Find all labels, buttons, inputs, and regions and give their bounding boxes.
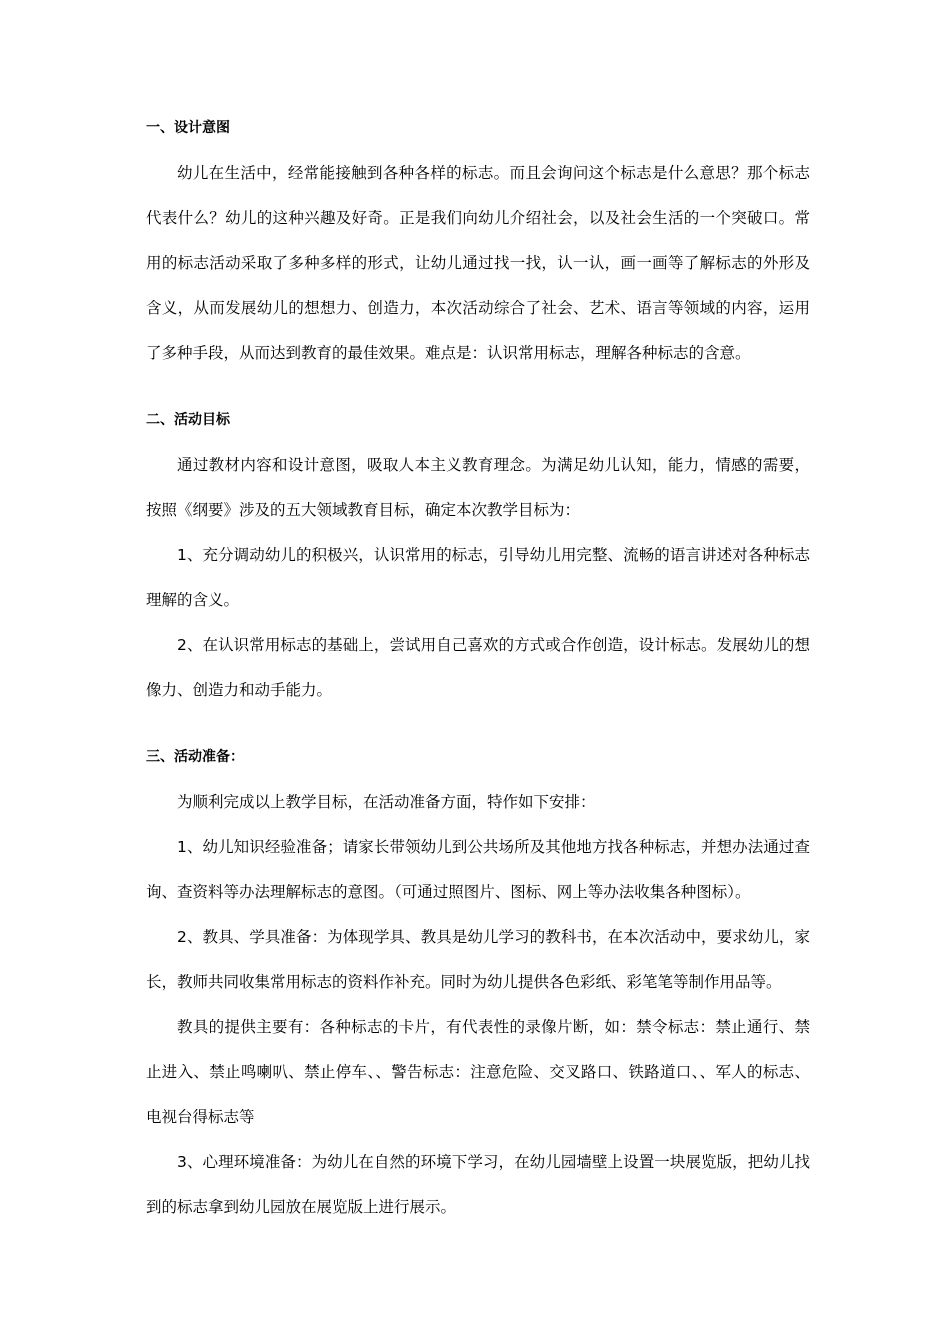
section-heading-activity-goals: 二、活动目标 — [146, 412, 230, 428]
document-page — [146, 118, 810, 1230]
paragraph-preparation-intro: 为顺利完成以上教学目标，在活动准备方面，特作如下安排： — [177, 793, 596, 811]
paragraph-preparation-3: 3、心理环境准备：为幼儿在自然的环境下学习，在幼儿园墙壁上设置一块展览版，把幼儿找到的标志拿到幼儿园放在展览版上进行展示。 — [146, 1153, 810, 1216]
paragraph-goal-2: 2、在认识常用标志的基础上，尝试用自己喜欢的方式或合作创造，设计标志。发展幼儿的想像力、创造力和动手能力。 — [146, 636, 810, 699]
section-heading-design-intent: 一、设计意图 — [146, 120, 230, 136]
paragraph-design-intent: 幼儿在生活中，经常能接触到各种各样的标志。而且会询问这个标志是什么意思？那个标志代表什么？幼儿的这种兴趣及好奇。正是我们向幼儿介绍社会，以及社会生活的一个突破口。常用的标志活动采取了多种多样的形式，让幼儿通过找一找，认一认，画一画等了解标志的外形及含义，从而发展幼儿的想想力、创造力，本次活动综合了社会、艺术、语言等领域的内容，运用了多种手段，从而达到教育的最佳效果。难点是：认识常用标志，理解各种标志的含意。 — [146, 164, 810, 362]
paragraph-goal-1: 1、充分调动幼儿的积极兴，认识常用的标志，引导幼儿用完整、流畅的语言讲述对各种标志理解的含义。 — [146, 546, 810, 609]
paragraph-teaching-aids: 教具的提供主要有：各种标志的卡片，有代表性的录像片断，如：禁令标志：禁止通行、禁止进入、禁止鸣喇叭、禁止停车、、警告标志：注意危险、交叉路口、铁路道口、、军人的标志、电视台得标志等 — [146, 1018, 810, 1126]
paragraph-goals-intro: 通过教材内容和设计意图，吸取人本主义教育理念。为满足幼儿认知，能力，情感的需要，按照《纲要》涉及的五大领域教育目标，确定本次教学目标为： — [146, 456, 810, 519]
paragraph-preparation-2: 2、教具、学具准备：为体现学具、教具是幼儿学习的教科书，在本次活动中，要求幼儿，家长，教师共同收集常用标志的资料作补充。同时为幼儿提供各色彩纸、彩笔笔等制作用品等。 — [146, 928, 810, 991]
section-heading-activity-preparation: 三、活动准备： — [146, 749, 244, 765]
paragraph-preparation-1: 1、幼儿知识经验准备；请家长带领幼儿到公共场所及其他地方找各种标志，并想办法通过查询、查资料等办法理解标志的意图。（可通过照图片、图标、网上等办法收集各种图标）。 — [146, 838, 810, 901]
